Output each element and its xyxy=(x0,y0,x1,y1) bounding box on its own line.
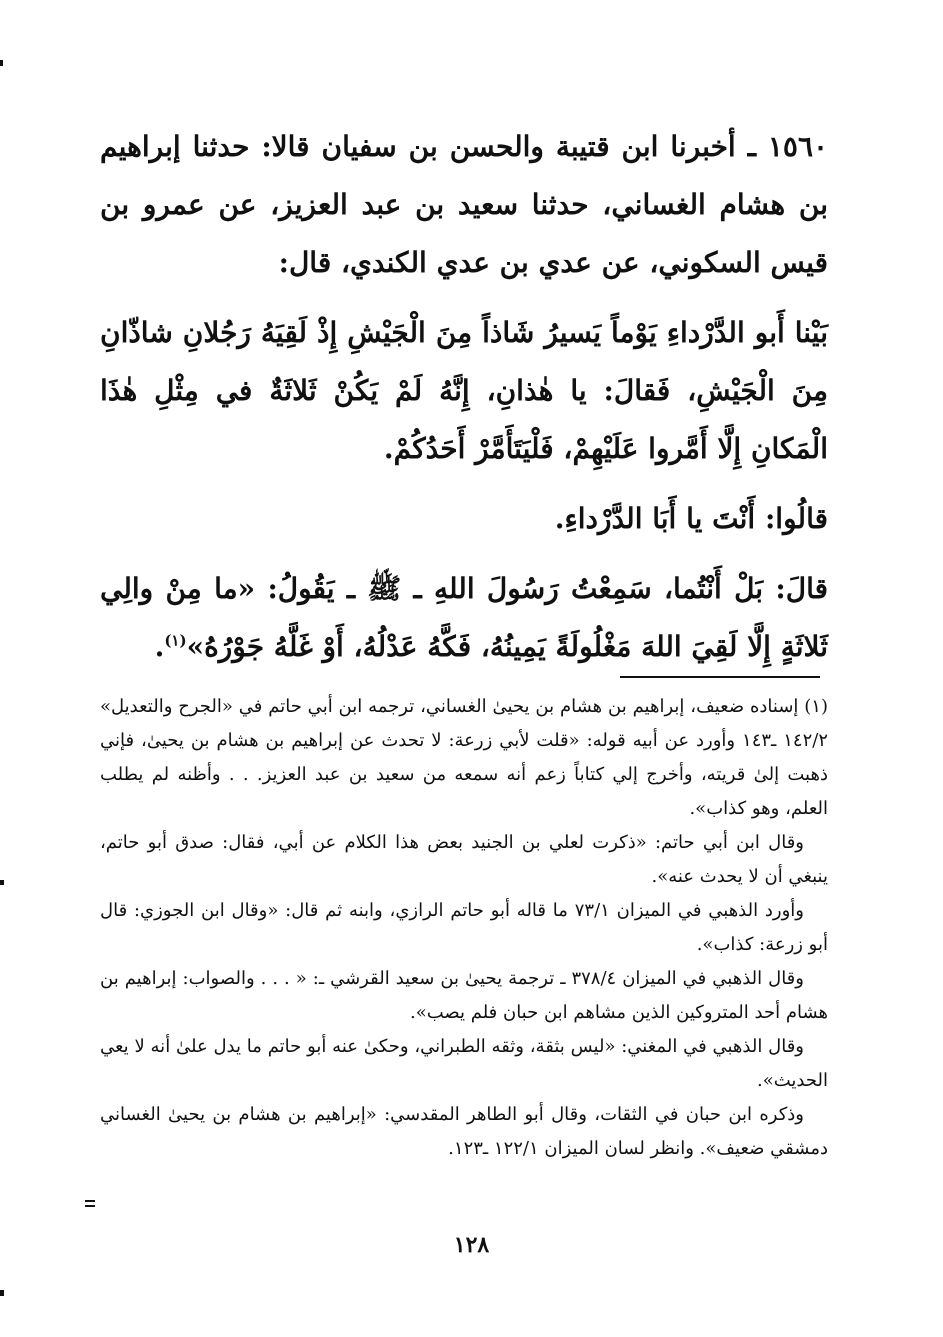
hadith-isnad xyxy=(100,118,828,292)
hadith-number: ١٥٦٠ ـ xyxy=(747,130,829,163)
hadith-matn-1: بَيْنا أَبو الدَّرْداءِ يَوْماً يَسيرُ شَاذاً مِنَ الْجَيْشِ إِذْ لَقِيَهُ رَجُلانِ شاذّانِ مِنَ الْجَيْشِ، فَقالَ: يا هٰذانِ، إِنَّهُ لَمْ يَكُنْ ثَلاثَةٌ في مِثْلِ هٰذَا الْمَكانِ إِلَّا أَمَّروا عَلَيْهِمْ، فَلْيَتَأَمَّرْ أَحَدُكُمْ. xyxy=(100,316,828,465)
footnote-separator xyxy=(620,676,820,678)
scan-mark xyxy=(0,880,4,885)
footnotes xyxy=(100,690,828,1166)
footnote-reference: (١) xyxy=(164,631,187,650)
footnote-paragraph: وقال ابن أبي حاتم: «ذكرت لعلي بن الجنيد بعض هذا الكلام عن أبي، فقال: صدق أبو حاتم، ينبغي أن لا يحدث عنه». xyxy=(100,832,828,887)
closing-period: . xyxy=(154,630,165,663)
hadith-matn-3 xyxy=(100,560,828,676)
scan-mark xyxy=(85,1205,95,1207)
scan-mark xyxy=(85,1200,95,1202)
footnote-paragraph: وأورد الذهبي في الميزان ٧٣/١ ما قاله أبو حاتم الرازي، وابنه ثم قال: «وقال ابن الجوزي: قال أبو زرعة: كذاب». xyxy=(100,900,828,955)
footnote-1: (١) إسناده ضعيف، إبراهيم بن هشام بن يحيىٰ الغساني، ترجمه ابن أبي حاتم في «الجرح والتعديل» ١٤٢/٢ ـ١٤٣ وأورد عن أبيه قوله: «قلت لأبي زرعة: لا تحدث عن إبراهيم بن هشام بن يحيىٰ، فإني ذهبت إلىٰ قريته، وأخرج إلي كتاباً زعم أنه سمعه من سعيد بن عبد العزيز. . . وأظنه لم يطلب العلم، وهو كذاب». xyxy=(100,696,828,819)
page-number: ١٢٨ xyxy=(453,1232,490,1258)
isnad-text: أخبرنا ابن قتيبة والحسن بن سفيان قالا: حدثنا إبراهيم بن هشام الغساني، حدثنا سعيد بن عبد العزيز، عن عمرو بن قيس السكوني، عن عدي بن عدي الكندي، قال: xyxy=(100,130,828,279)
hadith-matn-2: قالُوا: أَنْتَ يا أَبَا الدَّرْداءِ. xyxy=(554,502,828,535)
footnote-paragraph: وذكره ابن حبان في الثقات، وقال أبو الطاهر المقدسي: «إبراهيم بن هشام بن يحيىٰ الغساني دمشقي ضعيف». وانظر لسان الميزان ١٢٢/١ ـ١٢٣. xyxy=(100,1104,828,1159)
footnote-paragraph: وقال الذهبي في الميزان ٣٧٨/٤ ـ ترجمة يحيىٰ بن سعيد القرشي ـ: « . . . والصواب: إبراهيم بن هشام أحد المتروكين الذين مشاهم ابن حبان فلم يصب». xyxy=(100,968,828,1023)
prophetic-saying: قالَ: بَلْ أَنْتُما، سَمِعْتُ رَسُولَ اللهِ ـ ﷺ ـ يَقُولُ: «ما مِنْ والِي ثَلاثَةٍ إِلَّا لَقِيَ اللهَ مَغْلُولَةً يَمِينُهُ، فَكَّهُ عَدْلُهُ، أَوْ غَلَّهُ جَوْرُهُ» xyxy=(100,572,828,663)
footnote-paragraph: وقال الذهبي في المغني: «ليس بثقة، وثقه الطبراني، وحكىٰ عنه أبو حاتم ما يدل علىٰ أنه لا يعي الحديث». xyxy=(100,1036,828,1091)
scan-mark xyxy=(0,1290,4,1296)
hadith-text xyxy=(100,118,828,676)
scan-mark xyxy=(0,60,3,66)
